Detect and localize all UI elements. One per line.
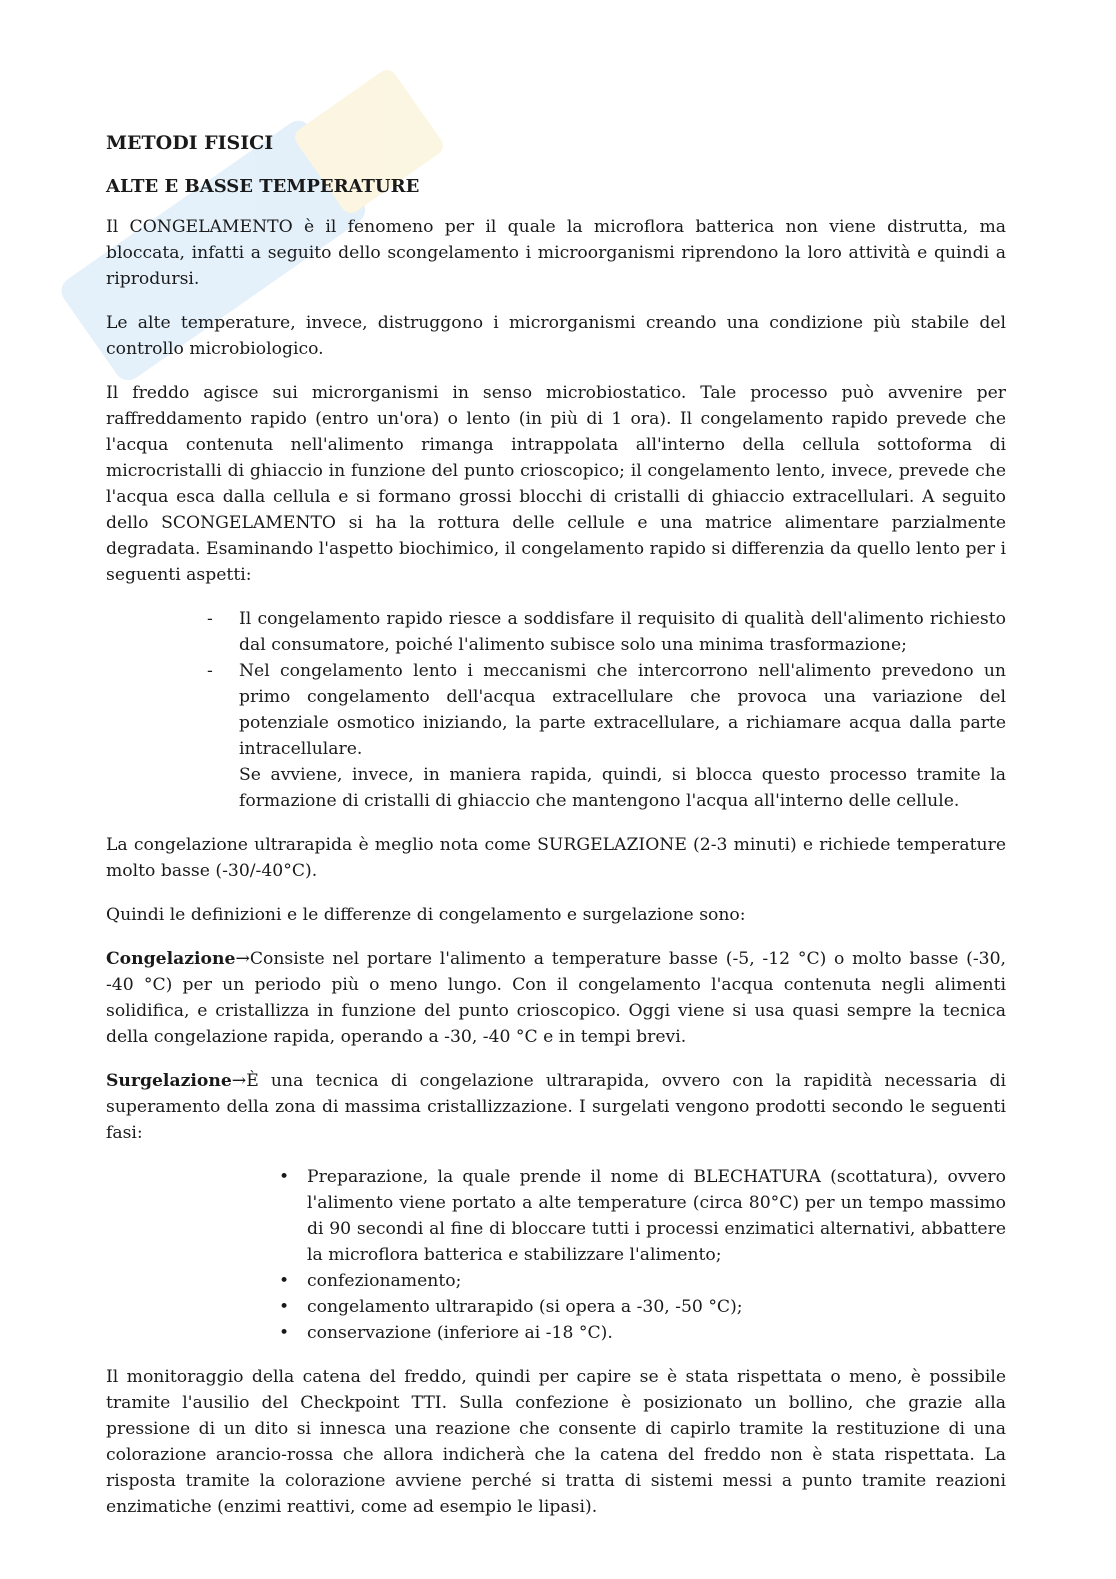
- list-item-text: conservazione (inferiore ai -18 °C).: [307, 1323, 613, 1343]
- dash-marker: -: [207, 609, 213, 629]
- definition-text: Consiste nel portare l'alimento a temperature basse (-5, -12 °C) o molto basse (-30, -40 °C) per un periodo più o meno lungo. Con il congelamento l'acqua contenuta negli alimenti solidifica, e cristallizza in funzione del punto crioscopico. Oggi viene si usa quasi sempre la tecnica della congelazione rapida, operando a -30, -40 °C e in tempi brevi.: [106, 949, 1006, 1047]
- bullet-marker: •: [279, 1297, 290, 1317]
- list-item: [279, 1268, 1006, 1294]
- definition-text: È una tecnica di congelazione ultrarapida, ovvero con la rapidità necessaria di superamento della zona di massima cristallizzazione. I surgelati vengono prodotti secondo le seguenti fasi:: [106, 1071, 1006, 1143]
- list-item-text: confezionamento;: [307, 1271, 462, 1291]
- subsection-title: ALTE E BASSE TEMPERATURE: [106, 176, 420, 197]
- list-item-text: Il congelamento rapido riesce a soddisfare il requisito di qualità dell'alimento richiesto dal consumatore, poiché l'alimento subisce solo una minima trasformazione;: [239, 609, 1006, 655]
- list-item: [207, 606, 1006, 658]
- term-surgelazione: Surgelazione: [106, 1071, 232, 1091]
- bullet-marker: •: [279, 1167, 290, 1187]
- dash-marker: -: [207, 661, 213, 681]
- phases-list: [106, 1164, 1006, 1346]
- bullet-marker: •: [279, 1323, 290, 1343]
- list-item-text: congelamento ultrarapido (si opera a -30, -50 °C);: [307, 1297, 743, 1317]
- paragraph-alte-temperature: Le alte temperature, invece, distruggono i microrganismi creando una condizione più stabile del controllo microbiologico.: [106, 313, 1006, 359]
- list-item: [279, 1320, 1006, 1346]
- list-item-text: Nel congelamento lento i meccanismi che intercorrono nell'alimento prevedono un primo congelamento dell'acqua extracellulare che provoca una variazione del potenziale osmotico iniziando, la parte extracellulare, a richiamare acqua dalla parte intracellulare.: [239, 661, 1006, 759]
- list-item-text: Preparazione, la quale prende il nome di BLECHATURA (scottatura), ovvero l'alimento viene portato a alte temperature (circa 80°C) per un tempo massimo di 90 secondi al fine di bloccare tutti i processi enzimatici alternativi, abbattere la microflora batterica e stabilizzare l'alimento;: [307, 1167, 1006, 1265]
- section-title: METODI FISICI: [106, 132, 274, 154]
- definition-surgelazione: [106, 1068, 1006, 1146]
- list-item: [207, 658, 1006, 814]
- arrow-icon: →: [231, 1071, 247, 1091]
- definition-congelazione: [106, 946, 1006, 1050]
- list-item: [279, 1164, 1006, 1268]
- term-congelazione: Congelazione: [106, 949, 236, 969]
- list-item: [279, 1294, 1006, 1320]
- paragraph-surgelazione: La congelazione ultrarapida è meglio nota come SURGELAZIONE (2-3 minuti) e richiede temperature molto basse (-30/-40°C).: [106, 835, 1006, 881]
- bullet-marker: •: [279, 1271, 290, 1291]
- paragraph-freddo: Il freddo agisce sui microrganismi in senso microbiostatico. Tale processo può avvenire per raffreddamento rapido (entro un'ora) o lento (in più di 1 ora). Il congelamento rapido prevede che l'acqua contenuta nell'alimento rimanga intrappolata all'interno della cellula sottoforma di microcristalli di ghiaccio in funzione del punto crioscopico; il congelamento lento, invece, prevede che l'acqua esca dalla cellula e si formano grossi blocchi di cristalli di ghiaccio extracellulari. A seguito dello SCONGELAMENTO si ha la rottura delle cellule e una matrice alimentare parzialmente degradata. Esaminando l'aspetto biochimico, il congelamento rapido si differenzia da quello lento per i seguenti aspetti:: [106, 383, 1006, 585]
- aspects-list: [106, 606, 1006, 814]
- paragraph-catena-freddo: Il monitoraggio della catena del freddo, quindi per capire se è stata rispettata o meno, è possibile tramite l'ausilio del Checkpoint TTI. Sulla confezione è posizionato un bollino, che grazie alla pressione di un dito si innesca una reazione che consente di capirlo tramite la restituzione di una colorazione arancio-rossa che allora indicherà che la catena del freddo non è stata rispettata. La risposta tramite la colorazione avviene perché si tratta di sistemi messi a punto tramite reazioni enzimatiche (enzimi reattivi, come ad esempio le lipasi).: [106, 1367, 1006, 1517]
- list-item-text-continuation: Se avviene, invece, in maniera rapida, quindi, si blocca questo processo tramite la formazione di cristalli di ghiaccio che mantengono l'acqua all'interno delle cellule.: [239, 765, 1006, 811]
- paragraph-definizioni-intro: Quindi le definizioni e le differenze di congelamento e surgelazione sono:: [106, 905, 746, 925]
- paragraph-congelamento: Il CONGELAMENTO è il fenomeno per il quale la microflora batterica non viene distrutta, ma bloccata, infatti a seguito dello scongelamento i microorganismi riprendono la loro attività e quindi a riprodursi.: [106, 217, 1006, 289]
- arrow-icon: →: [235, 949, 250, 969]
- document-page: [106, 128, 1006, 1538]
